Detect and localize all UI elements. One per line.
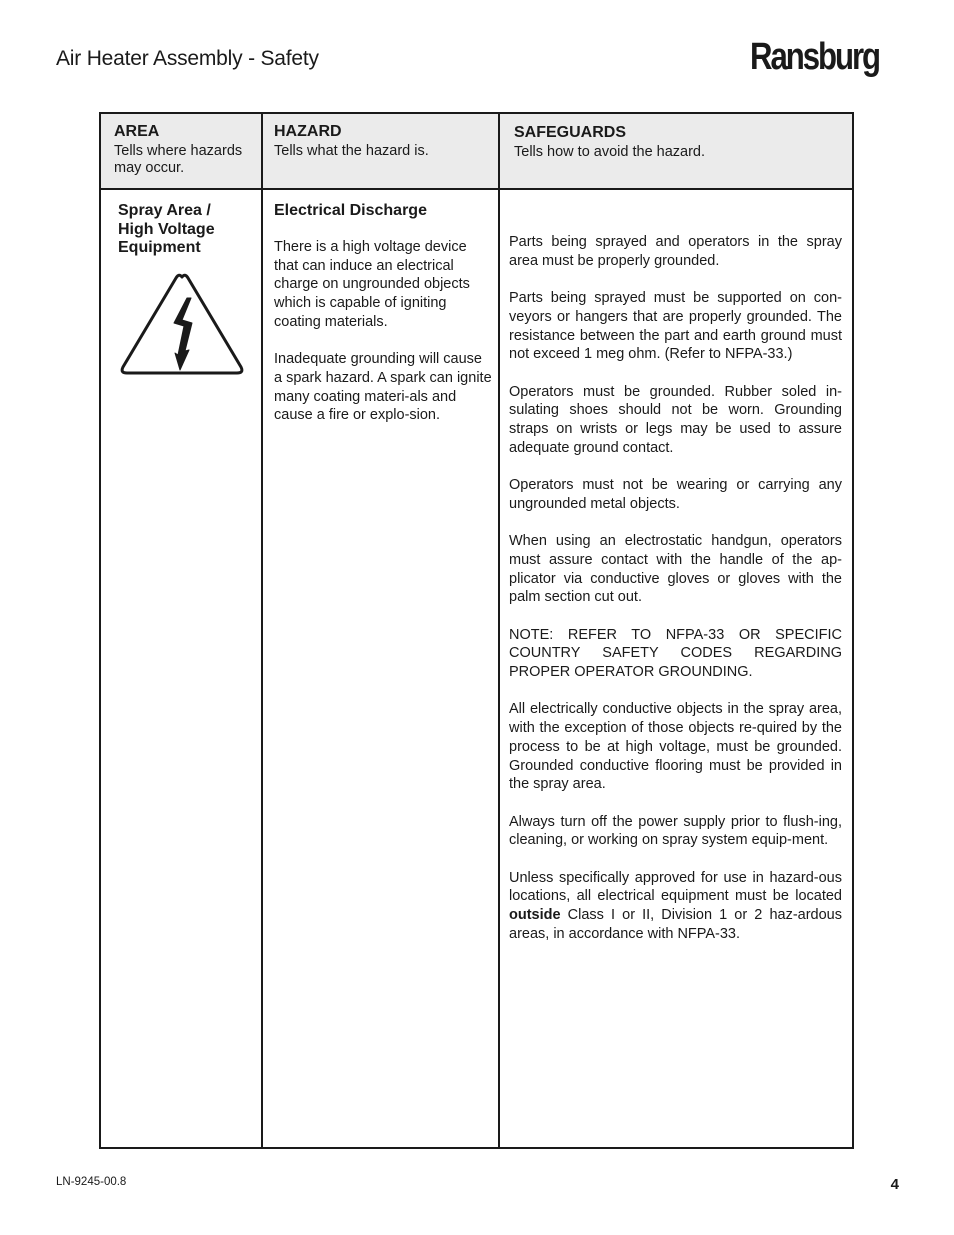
document-number: LN-9245-00.8 <box>56 1176 127 1188</box>
safeguard-paragraph: Operators must not be wearing or carrying any ungrounded metal objects. <box>509 477 842 512</box>
header-area-title: AREA <box>114 123 160 140</box>
safeguard-text: Class I or II, Division 1 or 2 haz-ardous areas, in accordance with NFPA-33. <box>509 907 842 942</box>
safeguard-paragraph: Always turn off the power supply prior to flush-ing, cleaning, or working on spray system equip-ment. <box>509 813 842 849</box>
header-area <box>114 123 259 197</box>
page-title: Air Heater Assembly - Safety <box>56 47 319 70</box>
page-number: 4 <box>890 1176 899 1193</box>
header-hazard <box>274 123 489 197</box>
header-safeguards-subtitle: Tells how to avoid the hazard. <box>514 144 706 160</box>
safeguard-text: Unless specifically approved for use in hazard-ous locations, all electrical equipment must be located <box>509 869 842 905</box>
ransburg-logo: Ransburg <box>750 36 880 78</box>
header-safeguards <box>514 124 844 198</box>
header-hazard-subtitle: Tells what the hazard is. <box>274 143 429 159</box>
safeguard-emphasis: outside <box>509 907 561 924</box>
hazard-paragraph: Inadequate grounding will cause a spark hazard. A spark can ignite many coating materi-als and cause a fire or explo-sion. <box>274 351 492 424</box>
area-label: Spray Area / High Voltage Equipment <box>118 202 215 256</box>
safeguard-paragraph: Parts being sprayed must be supported on con-veyors or hangers that are properly grounded. The resistance between the part and earth ground must not exceed 1 meg ohm. (Refer to NFPA-33.) <box>509 290 842 363</box>
safeguard-paragraph: NOTE: REFER TO NFPA-33 OR SPECIFIC COUNTRY SAFETY CODES REGARDING PROPER OPERATOR GROUNDING. <box>509 626 842 681</box>
hazard-title: Electrical Discharge <box>274 202 427 219</box>
hazard-description <box>274 238 492 444</box>
safeguard-paragraph: Operators must be grounded. Rubber soled in-sulating shoes should not be worn. Grounding straps on wrists or legs may be used to assure adequate ground contact. <box>509 383 842 456</box>
safeguard-paragraph: Parts being sprayed and operators in the spray area must be properly grounded. <box>509 234 842 269</box>
high-voltage-warning-icon <box>118 271 246 378</box>
hazard-paragraph: There is a high voltage device that can induce an electrical charge on ungrounded objects which is capable of igniting coating materials. <box>274 239 470 330</box>
safeguard-paragraph: All electrically conductive objects in the spray area, with the exception of those objects re-quired by the process to be at high voltage, must be grounded. Grounded conductive flooring must be provided in the spray area. <box>509 701 842 793</box>
safety-table <box>99 112 854 1149</box>
column-divider <box>261 114 263 1147</box>
header-safeguards-title: SAFEGUARDS <box>514 124 627 141</box>
column-divider <box>498 114 500 1147</box>
safeguard-paragraph-last <box>509 869 842 944</box>
safeguard-paragraph: When using an electrostatic handgun, operators must assure contact with the handle of the ap-plicator via conductive gloves or gloves with the palm section cut out. <box>509 533 842 606</box>
safeguards-list <box>509 233 842 962</box>
header-area-subtitle: Tells where hazards may occur. <box>114 143 243 176</box>
header-hazard-title: HAZARD <box>274 123 342 140</box>
